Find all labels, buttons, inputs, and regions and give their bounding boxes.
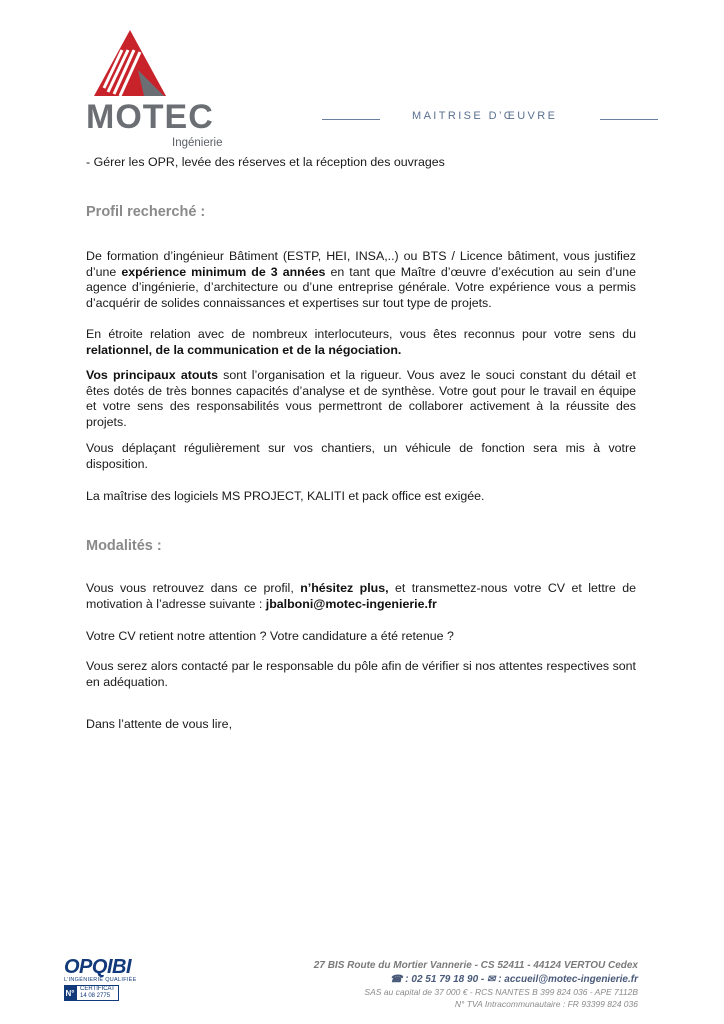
closing-line: Dans l’attente de vous lire, bbox=[86, 717, 233, 731]
modalites-paragraph-2: Votre CV retient notre attention ? Votre candidature a été retenue ? bbox=[86, 629, 454, 643]
task-bullet: - Gérer les OPR, levée des réserves et la réception des ouvrages bbox=[86, 155, 445, 169]
contact-email[interactable]: jbalboni@motec-ingenierie.fr bbox=[265, 596, 437, 611]
certificate-n: N° bbox=[64, 985, 76, 1001]
profil-paragraph-4: Vous déplaçant régulièrement sur vos chantiers, un véhicule de fonction sera mis à votre disposition. bbox=[86, 441, 636, 471]
section-tag bbox=[322, 110, 658, 124]
profil-paragraph-3 bbox=[86, 368, 636, 430]
motec-logo bbox=[86, 30, 236, 149]
certificate-label: CERTIFICAT bbox=[80, 986, 115, 992]
profil-paragraph-1 bbox=[86, 249, 636, 311]
divider-left bbox=[322, 119, 380, 120]
modalites-paragraph-3: Vous serez alors contacté par le responsable du pôle afin de vérifier si nos attentes respectives sont en adéquation. bbox=[86, 659, 636, 689]
divider-right bbox=[600, 119, 658, 120]
profil-heading: Profil recherché : bbox=[86, 204, 206, 220]
brand-subtitle: Ingénierie bbox=[172, 137, 223, 149]
text-run: et transmettez-nous votre CV et lettre de motivation à l’adresse suivante : bbox=[86, 581, 636, 611]
footer-phone: : 02 51 79 18 90 - bbox=[405, 974, 485, 985]
bold-run: Vos principaux atouts bbox=[86, 368, 218, 382]
bold-run: expérience minimum de 3 années bbox=[121, 264, 326, 279]
text-run: De formation d’ingénieur Bâtiment (ESTP, HEI, INSA,..) ou BTS / Licence bâtiment, vous justifiez d’une bbox=[86, 249, 636, 279]
opqibi-certification-logo bbox=[64, 956, 144, 1008]
text-run: en tant que Maître d’œuvre d’exécution au sein d’une agence d’ingénierie, d’architecture ou d’une entreprise générale. Votre expérience vous a permis d’acquérir de solides connaissances et expertises sur tout type de projets. bbox=[86, 264, 636, 310]
footer-contact-line bbox=[314, 974, 638, 985]
certificate-details bbox=[76, 985, 119, 1001]
profil-paragraph-5: La maîtrise des logiciels MS PROJECT, KALITI et pack office est exigée. bbox=[86, 489, 485, 503]
text-run: Vous vous retrouvez dans ce profil, bbox=[86, 581, 301, 595]
mail-icon: ✉ bbox=[487, 974, 496, 985]
modalites-heading: Modalités : bbox=[86, 538, 162, 554]
certificate-box bbox=[64, 985, 144, 1001]
footer-email[interactable]: : accueil@motec-ingenierie.fr bbox=[498, 974, 638, 985]
footer-contact bbox=[314, 960, 638, 1009]
footer-legal: SAS au capital de 37 000 € - RCS NANTES B 399 824 036 - APE 7112B bbox=[364, 987, 638, 997]
phone-icon: ☎ bbox=[390, 974, 403, 985]
modalites-paragraph-1 bbox=[86, 581, 636, 612]
bold-run: n’hésitez plus, bbox=[300, 581, 389, 595]
bold-run: relationnel, de la communication et de la négociation. bbox=[86, 342, 402, 357]
motec-logo-mark bbox=[86, 30, 236, 100]
profil-paragraph-2 bbox=[86, 327, 636, 358]
text-run: sont l’organisation et la rigueur. Vous avez le souci constant du détail et êtes dotés de très bonnes capacités d’analyse et de synthèse. Votre gout pour le travail en équipe et votre sens des responsabilités vous permettront de collaborer activement à la réussite des projets. bbox=[86, 368, 636, 429]
section-title: MAITRISE D’ŒUVRE bbox=[412, 110, 558, 122]
brand-name: MOTEC bbox=[86, 98, 214, 136]
opqibi-brand: OPQIBI bbox=[64, 956, 132, 978]
footer-tva: N° TVA Intracommunautaire : FR 93399 824 036 bbox=[454, 999, 638, 1009]
certificate-number: 14 08 2775 bbox=[80, 993, 111, 999]
footer-address: 27 BIS Route du Mortier Vannerie - CS 52411 - 44124 VERTOU Cedex bbox=[313, 960, 638, 971]
opqibi-tagline: L’INGÉNIERIE QUALIFIÉE bbox=[64, 977, 137, 983]
text-run: En étroite relation avec de nombreux interlocuteurs, vous êtes reconnus pour votre sens du bbox=[86, 327, 636, 341]
